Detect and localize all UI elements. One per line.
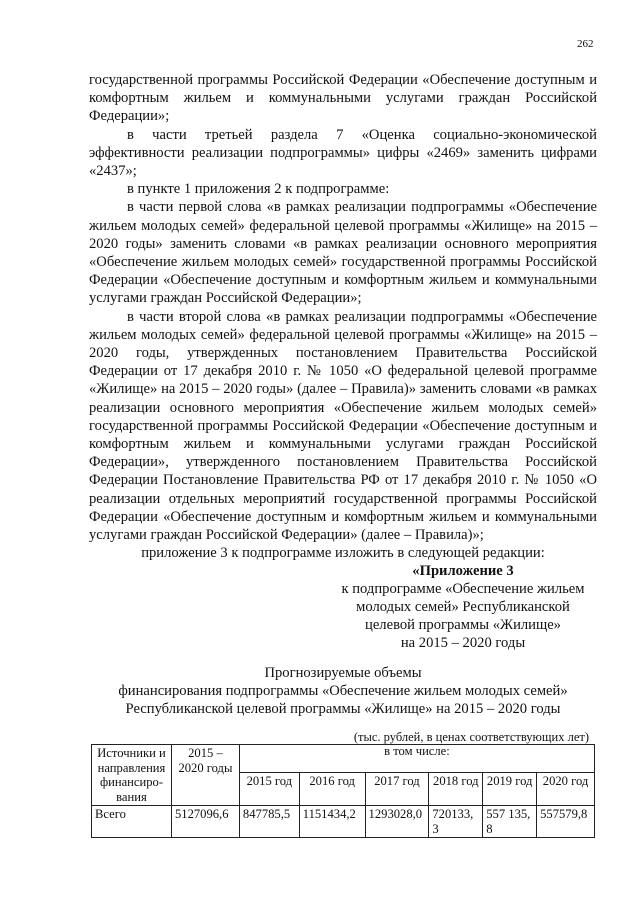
- header-year: 2018 год: [429, 772, 483, 806]
- row-total: 5127096,6: [171, 806, 239, 838]
- row-value: 1293028,0: [365, 806, 429, 838]
- paragraph: государственной программы Российской Федерации «Обеспечение доступным и комфортным жильем и коммунальными услугами граждан Российской Федерации»;: [89, 72, 597, 125]
- row-value: 557579,8: [537, 806, 595, 838]
- appendix-line: молодых семей» Республиканской: [356, 599, 570, 616]
- table-title: [89, 664, 597, 718]
- title-line: финансирования подпрограммы «Обеспечение жильем молодых семей»: [118, 683, 568, 700]
- paragraph: в части второй слова «в рамках реализации подпрограммы «Обеспечение жильем молодых семей» федеральной целевой программы «Жилище» на 2015 – 2020 годы, утвержденных постановлением Правительства Российской Федерации от 17 декабря 2010 г. № 1050 «О федеральной целевой программе «Жилище» на 2015 – 2020 годы» (далее – Правила)» заменить словами «в рамках реализации основного мероприятия «Обеспечение жильем молодых семей» государственной программы Российской Федерации «Обеспечение доступным и комфортным жильем и коммунальными услугами граждан Российской Федерации», утвержденного постановлением Правительства Российской Федерации Постановление Правительства РФ от 17 декабря 2010 г. № 1050 «О реализации отдельных мероприятий государственной программы Российской Федерации «Обеспечение доступным и комфортным жильем и коммунальными услугами граждан Российской Федерации» (далее – Правила)»;: [89, 308, 597, 544]
- title-line: Прогнозируемые объемы: [264, 665, 422, 682]
- header-including: в том числе:: [239, 745, 594, 772]
- appendix-heading: «Приложение 3: [412, 563, 514, 580]
- table-header-row: [92, 745, 595, 772]
- paragraph: в части третьей раздела 7 «Оценка социально-экономической эффективности реализации подпрограммы» цифры «2469» заменить цифрами «2437»;: [89, 126, 597, 180]
- header-total: 2015 – 2020 годы: [171, 745, 239, 806]
- header-year: 2020 год: [537, 772, 595, 806]
- document-body: [89, 71, 597, 838]
- row-value: 847785,5: [239, 806, 299, 838]
- row-label: Всего: [92, 806, 172, 838]
- table-row: [92, 806, 595, 838]
- row-value: 557 135,8: [483, 806, 537, 838]
- units-note: (тыс. рублей, в ценах соответствующих лет): [353, 730, 589, 745]
- appendix-line: целевой программы «Жилище»: [365, 617, 561, 634]
- header-source: Источники и направления финансиро-вания: [92, 745, 172, 806]
- appendix-header: [329, 562, 597, 652]
- centered-line: приложение 3 к подпрограмме изложить в следующей редакции:: [141, 545, 545, 562]
- header-year: 2015 год: [239, 772, 299, 806]
- financing-table: [91, 744, 595, 838]
- appendix-line: на 2015 – 2020 годы: [400, 635, 526, 652]
- paragraph: в пункте 1 приложения 2 к подпрограмме:: [127, 181, 390, 198]
- title-line: Республиканской целевой программы «Жилище» на 2015 – 2020 годы: [125, 701, 561, 718]
- header-year: 2017 год: [365, 772, 429, 806]
- header-year: 2019 год: [483, 772, 537, 806]
- paragraph: в части первой слова «в рамках реализации подпрограммы «Обеспечение жильем молодых семей» федеральной целевой программы «Жилище» на 2015 – 2020 годы» заменить словами «в рамках реализации основного мероприятия «Обеспечение жильем молодых семей» государственной программы Российской Федерации «Обеспечение доступным и комфортным жильем и коммунальными услугами граждан Российской Федерации»;: [89, 199, 597, 307]
- header-year: 2016 год: [299, 772, 365, 806]
- row-value: 720133,3: [429, 806, 483, 838]
- appendix-line: к подпрограмме «Обеспечение жильем: [341, 581, 585, 598]
- row-value: 1151434,2: [299, 806, 365, 838]
- page-number: 262: [577, 38, 594, 50]
